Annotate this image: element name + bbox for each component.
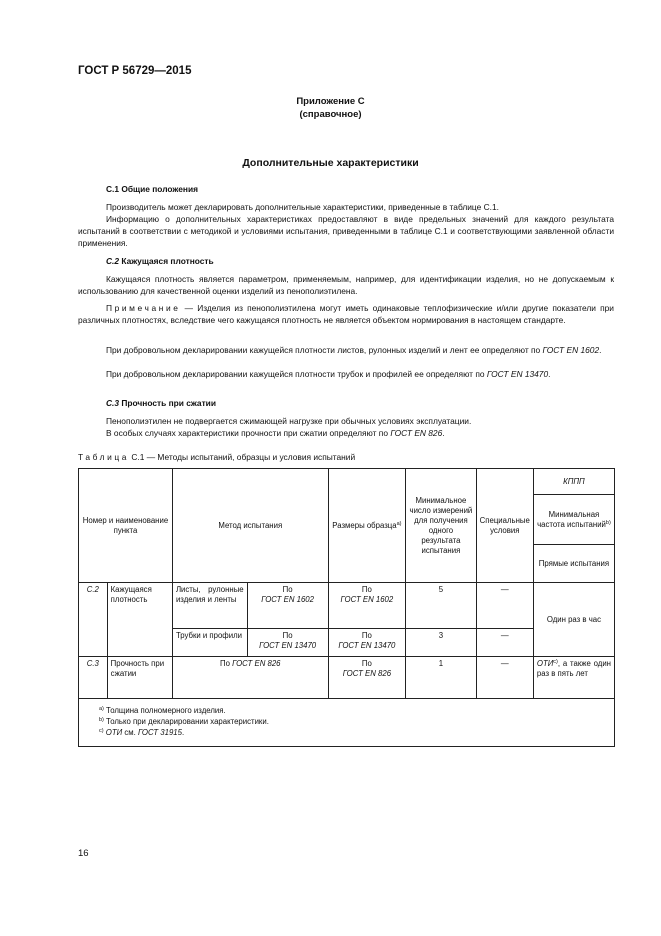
- paragraph: Производитель может декларировать дополнительные характеристики, приведенные в таблице С.1.: [106, 202, 499, 212]
- special-cell: —: [476, 583, 533, 629]
- footnotes-row: [79, 698, 615, 746]
- standard-reference: ГОСТ EN 826: [342, 668, 392, 678]
- row-number: [79, 656, 108, 698]
- special-cell: —: [476, 629, 533, 656]
- table-caption-text: С.1 — Методы испытаний, образцы и условия испытаний: [129, 452, 356, 462]
- row-name: Кажущаяся плотность: [107, 583, 172, 657]
- header-min-freq-text: Минимальная частота испытаний: [537, 509, 606, 529]
- paragraph: Пенополиэтилен не подвергается сжимающей нагрузке при обычных условиях эксплуатации.: [106, 416, 472, 426]
- freq-text: , а также один раз в пять лет: [536, 658, 611, 678]
- footnote-end: .: [181, 727, 185, 737]
- freq-cell: [533, 656, 614, 698]
- product-type: Трубки и профили: [172, 629, 247, 656]
- header-special: Специальные условия: [476, 469, 533, 583]
- freq-cell: Один раз в час: [533, 583, 614, 657]
- table-row: [79, 656, 615, 698]
- method-cell: [247, 583, 328, 629]
- note-text: — Изделия из пенополиэтилена могут иметь одинаковые теплофизические и/или другие показатели при различных плотностях, вследствие чего кажущаяся плотность не является объектом нормирования в настоящем стандарте.: [78, 303, 614, 326]
- paragraph: При добровольном декларировании кажущейся плотности трубок и профилей ее определяют по ГОСТ EN 13470.: [106, 369, 551, 379]
- oti-label: ОТИ: [536, 658, 554, 668]
- product-type: Листы, рулонные изделия и ленты: [172, 583, 247, 629]
- paragraph: При добровольном декларировании кажущейся плотности листов, рулонных изделий и лент ее определяют по ГОСТ EN 1602.: [106, 345, 602, 355]
- section-number: С.2: [106, 256, 120, 266]
- header-size: [328, 469, 406, 583]
- count-cell: 1: [406, 656, 476, 698]
- size-cell: [328, 629, 406, 656]
- size-cell: [328, 583, 406, 629]
- paragraph: В особых случаях характеристики прочности при сжатии определяют по ГОСТ EN 826.: [106, 428, 445, 438]
- note: [78, 302, 614, 326]
- section-heading-c2: [106, 256, 214, 266]
- note-label: Примечание: [106, 303, 181, 313]
- paragraph-text: В особых случаях характеристики прочности при сжатии определяют по: [106, 428, 391, 438]
- footnote-text: Только при декларировании характеристики.: [103, 716, 269, 726]
- page-number: 16: [78, 848, 89, 859]
- header-item: Номер и наименование пункта: [79, 469, 173, 583]
- method-prefix: По: [282, 631, 293, 641]
- footnote-mark: b): [99, 716, 104, 723]
- document-header: ГОСТ Р 56729—2015: [78, 65, 192, 77]
- appendix-type: (справочное): [299, 109, 362, 120]
- header-kppp-text: КППП: [563, 476, 585, 486]
- standard-reference: ГОСТ 31915: [137, 727, 182, 737]
- paragraph: Кажущаяся плотность является параметром, применяемым, например, для идентификации изделия, но не допускаемым к использованию для качественной оценки изделий из пенополиэтилена.: [78, 274, 614, 297]
- test-methods-table: [78, 468, 615, 747]
- header-kppp: [533, 469, 614, 495]
- size-cell: [328, 656, 406, 698]
- row-number-text: С.2: [86, 585, 99, 595]
- header-direct: Прямые испытания: [533, 544, 614, 582]
- paragraph: Информацию о дополнительных характеристиках предоставляют в виде предельных значений для каждого результата испытаний в соответствии с методикой и условиями испытания, приведенными в таблице С.1 и соответствующими заявленной области применения.: [78, 214, 614, 249]
- method-cell: [247, 629, 328, 656]
- footnote-mark: c): [553, 658, 558, 665]
- footnote-text: см.: [122, 727, 138, 737]
- section-heading-c1: С.1 Общие положения: [106, 184, 199, 194]
- standard-reference: ГОСТ EN 13470: [486, 369, 549, 379]
- standard-reference: ГОСТ EN 826: [390, 428, 443, 438]
- paragraph-text: При добровольном декларировании кажущейся плотности трубок и профилей ее определяют по: [106, 369, 487, 379]
- header-method: Метод испытания: [172, 469, 328, 583]
- footnote-b: [99, 716, 610, 727]
- method-prefix: По: [282, 585, 293, 595]
- count-cell: 3: [406, 629, 476, 656]
- standard-reference: ГОСТ EN 1602: [340, 595, 394, 605]
- size-prefix: По: [361, 658, 372, 668]
- standard-reference: ГОСТ EN 13470: [259, 641, 317, 651]
- footnote-mark: a): [99, 705, 104, 712]
- method-prefix: По: [220, 658, 233, 668]
- appendix-title: Дополнительные характеристики: [242, 157, 419, 169]
- footnote-mark: c): [99, 727, 104, 734]
- footnote-c: [99, 727, 610, 738]
- footnote-mark: b): [605, 519, 611, 526]
- row-number: [79, 583, 108, 657]
- section-heading-c3: [106, 398, 216, 408]
- footnote-mark: a): [396, 520, 402, 527]
- paragraph-text: При добровольном декларировании кажущейся плотности листов, рулонных изделий и лент ее определяют по: [106, 345, 543, 355]
- method-cell: [172, 656, 328, 698]
- standard-reference: ГОСТ EN 1602: [261, 595, 314, 605]
- appendix-label: Приложение С: [296, 96, 365, 107]
- footnotes: [79, 698, 615, 746]
- section-title: Кажущаяся плотность: [121, 256, 214, 266]
- table-row: [79, 583, 615, 629]
- count-cell: 5: [406, 583, 476, 629]
- header-min-count: Минимальное число измерений для получения одного результата испытания: [406, 469, 476, 583]
- special-cell: —: [476, 656, 533, 698]
- table-caption: [78, 451, 614, 463]
- header-min-freq: [533, 495, 614, 544]
- standard-reference: ГОСТ EN 1602: [542, 345, 600, 355]
- row-number-text: С.3: [86, 658, 99, 668]
- row-name: Прочность при сжатии: [107, 656, 172, 698]
- header-size-text: Размеры образца: [332, 520, 397, 530]
- footnote-text: Толщина полномерного изделия.: [103, 705, 226, 715]
- section-title: Прочность при сжатии: [121, 398, 216, 408]
- section-number: С.3: [106, 398, 120, 408]
- standard-reference: ГОСТ EN 13470: [338, 641, 396, 651]
- oti-label: ОТИ: [103, 727, 123, 737]
- standard-reference: ГОСТ EN 826: [232, 658, 281, 668]
- footnote-a: [99, 705, 610, 716]
- size-prefix: По: [361, 585, 372, 595]
- size-prefix: По: [361, 631, 372, 641]
- table-caption-label: Таблица: [78, 452, 130, 462]
